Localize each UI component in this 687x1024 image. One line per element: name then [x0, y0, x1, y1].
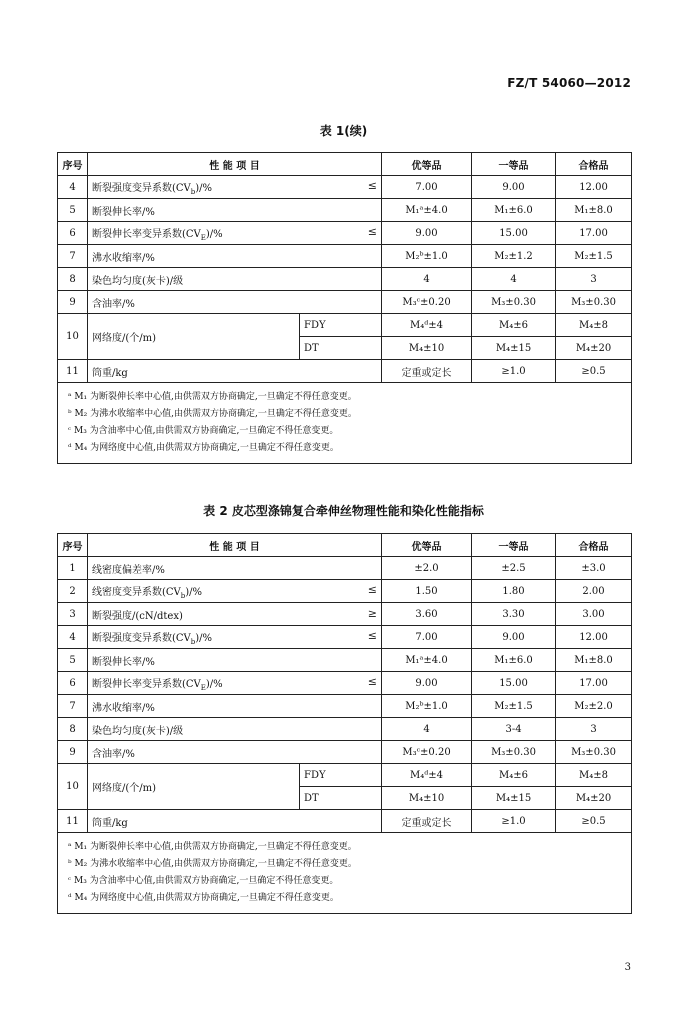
table2-caption: 表 2 皮芯型涤锦复合牵伸丝物理性能和染化性能指标 — [203, 504, 484, 518]
value-qualified: 12.00 — [556, 626, 632, 649]
header-superior: 优等品 — [382, 153, 472, 176]
table-row — [58, 291, 632, 314]
row-number: 10 — [58, 314, 88, 360]
row-item: 网络度/(个/m) — [88, 764, 300, 810]
value-qualified: 17.00 — [556, 672, 632, 695]
footnote: ᵃ M₁ 为断裂伸长率中心值,由供需双方协商确定,一旦确定不得任意变更。 — [68, 392, 357, 402]
value-superior: 4 — [382, 718, 472, 741]
value-first: 9.00 — [472, 176, 556, 199]
footnote: ᵈ M₄ 为网络度中心值,由供需双方协商确定,一旦确定不得任意变更。 — [68, 893, 339, 903]
item-subscript: E — [200, 233, 206, 242]
value-superior: 4 — [382, 268, 472, 291]
row-item — [88, 603, 382, 626]
value-superior: M₄ᵈ±4 — [382, 764, 472, 787]
row-number: 1 — [58, 557, 88, 580]
value-first: M₁±6.0 — [472, 649, 556, 672]
table-row — [58, 603, 632, 626]
table2 — [57, 533, 632, 914]
row-item — [88, 718, 382, 741]
header-item: 性 能 项 目 — [88, 153, 382, 176]
item-label: 染色均匀度(灰卡)/级 — [92, 725, 184, 737]
item-subscript: b — [180, 591, 186, 600]
value-superior: 7.00 — [382, 176, 472, 199]
value-superior: 7.00 — [382, 626, 472, 649]
value-qualified: M₃±0.30 — [556, 291, 632, 314]
sub-item-dt: DT — [300, 337, 382, 360]
table-row — [58, 672, 632, 695]
row-item: 网络度/(个/m) — [88, 314, 300, 360]
value-superior: 定重或定长 — [382, 810, 472, 833]
row-item — [88, 199, 382, 222]
item-label: 线密度变异系数(CV — [92, 586, 181, 598]
value-qualified: M₄±8 — [556, 764, 632, 787]
row-number: 11 — [58, 810, 88, 833]
item-label: 沸水收缩率/% — [92, 252, 155, 264]
footnote: ᵇ M₂ 为沸水收缩率中心值,由供需双方协商确定,一旦确定不得任意变更。 — [68, 859, 357, 869]
row-item — [88, 176, 382, 199]
value-first: M₄±15 — [472, 337, 556, 360]
value-superior: 定重或定长 — [382, 360, 472, 383]
table-row — [58, 810, 632, 833]
row-number: 2 — [58, 580, 88, 603]
header-no: 序号 — [58, 534, 88, 557]
header-first: 一等品 — [472, 534, 556, 557]
table-row — [58, 580, 632, 603]
item-subscript: E — [200, 683, 206, 692]
item-label: 断裂伸长率变异系数(CV — [92, 678, 201, 690]
value-qualified: M₁±8.0 — [556, 199, 632, 222]
item-label: 断裂强度变异系数(CV — [92, 182, 191, 194]
item-label-tail: )/% — [195, 182, 213, 194]
value-qualified: M₄±8 — [556, 314, 632, 337]
value-superior: M₁ᵃ±4.0 — [382, 199, 472, 222]
row-item — [88, 649, 382, 672]
table-row — [58, 314, 632, 337]
table-row — [58, 176, 632, 199]
notes-row — [58, 833, 632, 914]
comparison-sign: ≤ — [367, 178, 378, 192]
comparison-sign: ≤ — [367, 674, 378, 688]
value-first: M₃±0.30 — [472, 291, 556, 314]
value-first: 4 — [472, 268, 556, 291]
row-number: 8 — [58, 268, 88, 291]
item-label: 含油率/% — [92, 748, 135, 760]
table1-caption: 表 1(续) — [319, 124, 368, 138]
sub-item-fdy: FDY — [300, 764, 382, 787]
table-row — [58, 649, 632, 672]
row-number: 5 — [58, 199, 88, 222]
row-number: 6 — [58, 222, 88, 245]
item-label: 断裂强度变异系数(CV — [92, 632, 191, 644]
value-first: ±2.5 — [472, 557, 556, 580]
value-qualified: M₄±20 — [556, 337, 632, 360]
item-subscript: b — [190, 637, 196, 646]
table-row — [58, 557, 632, 580]
value-first: 3-4 — [472, 718, 556, 741]
footnote: ᵇ M₂ 为沸水收缩率中心值,由供需双方协商确定,一旦确定不得任意变更。 — [68, 409, 357, 419]
page-number: 3 — [624, 962, 631, 973]
row-item — [88, 695, 382, 718]
sub-item-dt: DT — [300, 787, 382, 810]
value-first: M₄±6 — [472, 314, 556, 337]
header-no: 序号 — [58, 153, 88, 176]
value-qualified: 3.00 — [556, 603, 632, 626]
row-number: 6 — [58, 672, 88, 695]
item-label: 断裂伸长率变异系数(CV — [92, 228, 201, 240]
value-superior: M₂ᵇ±1.0 — [382, 245, 472, 268]
value-first: 15.00 — [472, 672, 556, 695]
item-label: 断裂强度/(cN/dtex) — [92, 610, 183, 622]
value-first: M₄±15 — [472, 787, 556, 810]
header-qualified: 合格品 — [556, 534, 632, 557]
item-label: 断裂伸长率/% — [92, 656, 155, 668]
table-row — [58, 222, 632, 245]
value-qualified: 3 — [556, 718, 632, 741]
table-row — [58, 268, 632, 291]
value-qualified: M₂±1.5 — [556, 245, 632, 268]
footnote: ᶜ M₃ 为含油率中心值,由供需双方协商确定,一旦确定不得任意变更。 — [68, 426, 339, 436]
footnote: ᵃ M₁ 为断裂伸长率中心值,由供需双方协商确定,一旦确定不得任意变更。 — [68, 842, 357, 852]
value-first: 9.00 — [472, 626, 556, 649]
row-item — [88, 672, 382, 695]
row-item — [88, 626, 382, 649]
table-row — [58, 626, 632, 649]
sub-item-fdy: FDY — [300, 314, 382, 337]
table-header-row — [58, 534, 632, 557]
document-code: FZ/T 54060—2012 — [507, 76, 631, 90]
value-first: M₄±6 — [472, 764, 556, 787]
header-qualified: 合格品 — [556, 153, 632, 176]
value-first: 1.80 — [472, 580, 556, 603]
table-row — [58, 718, 632, 741]
notes-cell — [58, 383, 632, 464]
value-superior: 9.00 — [382, 672, 472, 695]
value-first: 3.30 — [472, 603, 556, 626]
item-label: 断裂伸长率/% — [92, 206, 155, 218]
value-superior: M₄±10 — [382, 787, 472, 810]
row-item — [88, 222, 382, 245]
item-subscript: b — [190, 187, 196, 196]
value-superior: M₃ᶜ±0.20 — [382, 291, 472, 314]
value-qualified: 12.00 — [556, 176, 632, 199]
value-qualified: ≥0.5 — [556, 810, 632, 833]
value-first: M₁±6.0 — [472, 199, 556, 222]
comparison-sign: ≤ — [367, 582, 378, 596]
footnote: ᶜ M₃ 为含油率中心值,由供需双方协商确定,一旦确定不得任意变更。 — [68, 876, 339, 886]
item-label-tail: )/% — [205, 228, 223, 240]
comparison-sign: ≥ — [367, 606, 378, 620]
row-item — [88, 291, 382, 314]
header-first: 一等品 — [472, 153, 556, 176]
row-item — [88, 245, 382, 268]
value-superior: 1.50 — [382, 580, 472, 603]
item-label-tail: )/% — [195, 632, 213, 644]
table-row — [58, 764, 632, 787]
value-superior: ±2.0 — [382, 557, 472, 580]
table-row — [58, 695, 632, 718]
table-row — [58, 245, 632, 268]
footnote: ᵈ M₄ 为网络度中心值,由供需双方协商确定,一旦确定不得任意变更。 — [68, 443, 339, 453]
item-label: 线密度偏差率/% — [92, 564, 165, 576]
value-superior: 3.60 — [382, 603, 472, 626]
value-qualified: 2.00 — [556, 580, 632, 603]
row-item: 筒重/kg — [88, 810, 382, 833]
row-number: 11 — [58, 360, 88, 383]
value-first: ≥1.0 — [472, 360, 556, 383]
value-first: M₂±1.5 — [472, 695, 556, 718]
item-label: 沸水收缩率/% — [92, 702, 155, 714]
value-superior: M₁ᵃ±4.0 — [382, 649, 472, 672]
value-qualified: M₃±0.30 — [556, 741, 632, 764]
value-superior: M₂ᵇ±1.0 — [382, 695, 472, 718]
row-item — [88, 268, 382, 291]
table-row — [58, 741, 632, 764]
value-qualified: 3 — [556, 268, 632, 291]
row-number: 8 — [58, 718, 88, 741]
item-label-tail: )/% — [185, 586, 203, 598]
value-first: M₂±1.2 — [472, 245, 556, 268]
row-number: 4 — [58, 176, 88, 199]
value-qualified: ±3.0 — [556, 557, 632, 580]
notes-row — [58, 383, 632, 464]
row-number: 10 — [58, 764, 88, 810]
item-label: 染色均匀度(灰卡)/级 — [92, 275, 184, 287]
item-label: 含油率/% — [92, 298, 135, 310]
value-qualified: ≥0.5 — [556, 360, 632, 383]
comparison-sign: ≤ — [367, 224, 378, 238]
row-number: 4 — [58, 626, 88, 649]
row-number: 3 — [58, 603, 88, 626]
item-label-tail: )/% — [205, 678, 223, 690]
row-number: 9 — [58, 291, 88, 314]
row-number: 5 — [58, 649, 88, 672]
value-qualified: M₄±20 — [556, 787, 632, 810]
value-first: M₃±0.30 — [472, 741, 556, 764]
header-item: 性 能 项 目 — [88, 534, 382, 557]
value-first: 15.00 — [472, 222, 556, 245]
row-number: 7 — [58, 695, 88, 718]
value-qualified: 17.00 — [556, 222, 632, 245]
row-item — [88, 741, 382, 764]
value-superior: M₄±10 — [382, 337, 472, 360]
row-item — [88, 580, 382, 603]
row-item: 筒重/kg — [88, 360, 382, 383]
row-number: 7 — [58, 245, 88, 268]
row-item — [88, 557, 382, 580]
value-superior: M₃ᶜ±0.20 — [382, 741, 472, 764]
notes-cell — [58, 833, 632, 914]
value-qualified: M₂±2.0 — [556, 695, 632, 718]
header-superior: 优等品 — [382, 534, 472, 557]
value-first: ≥1.0 — [472, 810, 556, 833]
value-qualified: M₁±8.0 — [556, 649, 632, 672]
comparison-sign: ≤ — [367, 628, 378, 642]
table-row — [58, 199, 632, 222]
row-number: 9 — [58, 741, 88, 764]
table-row — [58, 360, 632, 383]
value-superior: M₄ᵈ±4 — [382, 314, 472, 337]
table1 — [57, 152, 632, 464]
value-superior: 9.00 — [382, 222, 472, 245]
table-header-row — [58, 153, 632, 176]
